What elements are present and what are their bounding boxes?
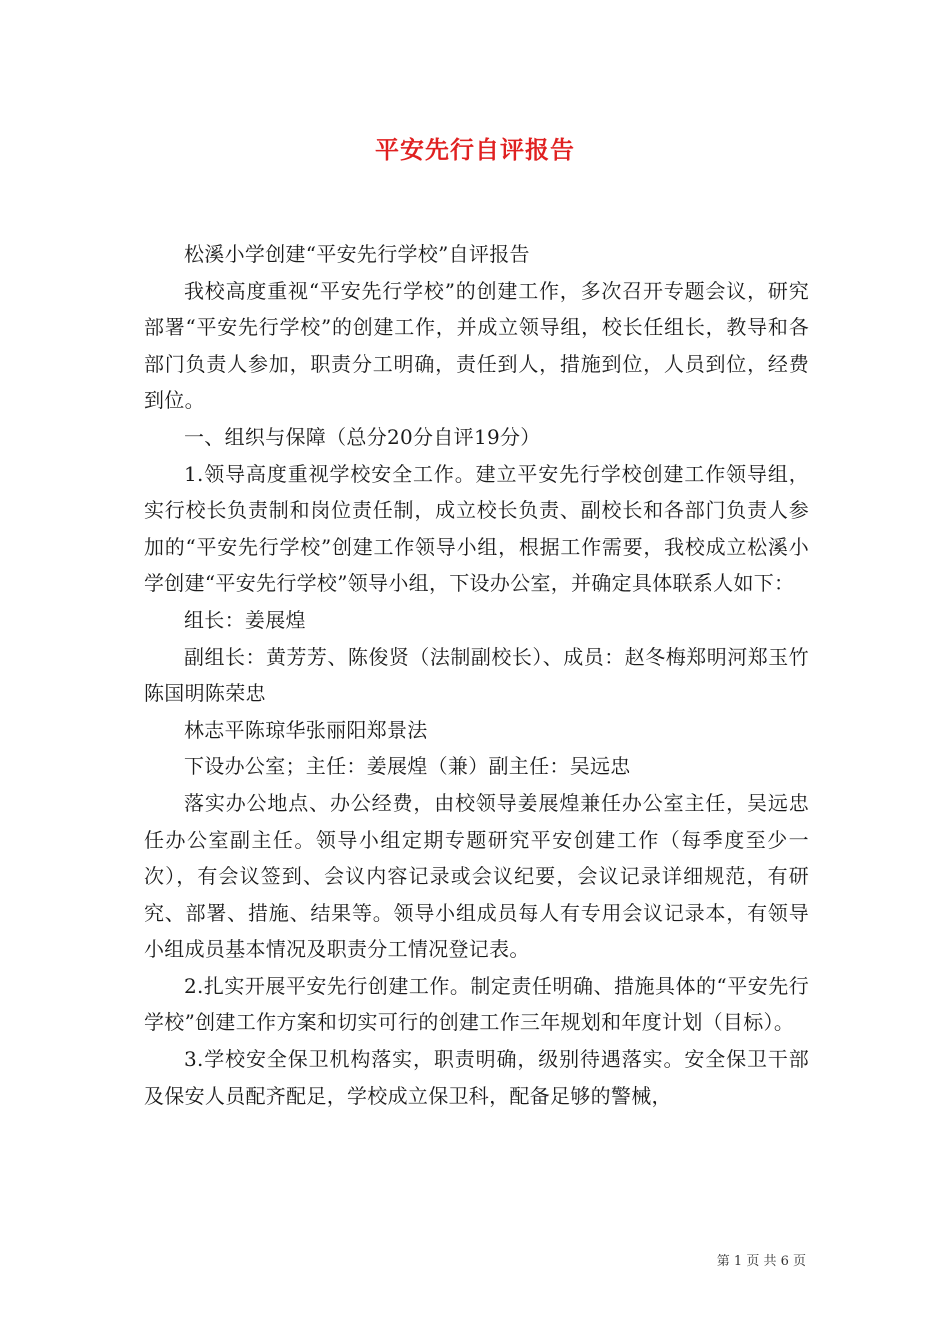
paragraph-office-details: 落实办公地点、办公经费，由校领导姜展煌兼任办公室主任，吴远忠任办公室副主任。领导小组定期专题研究平安创建工作（每季度至少一次），有会议签到、会议内容记录或会议纪要，会议记录详细规范，有研究、部署、措施、结果等。领导小组成员每人有专用会议记录本，有领导小组成员基本情况及职责分工情况登记表。 <box>144 790 809 962</box>
paragraph-members-cont: 林志平陈琼华张丽阳郑景法 <box>184 717 428 742</box>
paragraph-item-3: 3.学校安全保卫机构落实，职责明确，级别待遇落实。安全保卫干部及保安人员配齐配足，学校成立保卫科，配备足够的警械， <box>144 1047 809 1108</box>
paragraph-office: 下设办公室；主任：姜展煌（兼）副主任：吴远忠 <box>184 754 631 779</box>
paragraph-deputy-members: 副组长：黄芳芳、陈俊贤（法制副校长）、成员：赵冬梅郑明河郑玉竹陈国明陈荣忠 <box>144 644 809 706</box>
paragraph-item-1: 1.领导高度重视学校安全工作。建立平安先行学校创建工作领导组，实行校长负责制和岗位责任制，成立校长负责、副校长和各部门负责人参加的“平安先行学校”创建工作领导小组，根据工作需要，我校成立松溪小学创建“平安先行学校”领导小组，下设办公室，并确定具体联系人如下： <box>144 461 809 596</box>
document-title: 平安先行自评报告 <box>375 135 575 164</box>
section-heading-organization: 一、组织与保障（总分20分自评19分） <box>184 424 541 449</box>
paragraph-report-heading: 松溪小学创建“平安先行学校”自评报告 <box>184 242 530 266</box>
paragraph-intro: 我校高度重视“平安先行学校”的创建工作，多次召开专题会议，研究部署“平安先行学校”的创建工作，并成立领导组，校长任组长，教导和各部门负责人参加，职责分工明确，责任到人，措施到位，人员到位，经费到位。 <box>144 278 809 413</box>
document-body <box>144 236 809 1114</box>
page-number-footer: 第 1 页 共 6 页 <box>716 1254 806 1269</box>
paragraph-item-2: 2.扎实开展平安先行创建工作。制定责任明确、措施具体的“平安先行学校”创建工作方案和切实可行的创建工作三年规划和年度计划（目标）。 <box>144 973 809 1035</box>
paragraph-leader: 组长：姜展煌 <box>184 607 306 632</box>
